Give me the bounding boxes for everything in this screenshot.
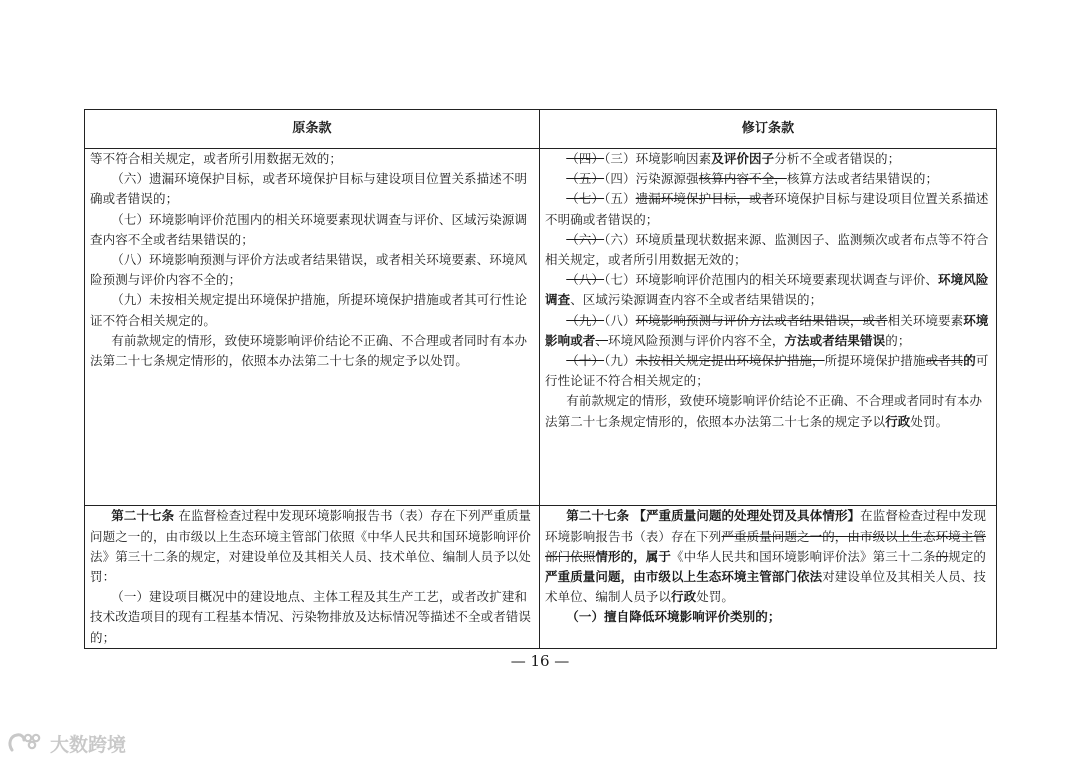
original-paragraph [90, 506, 533, 587]
deleted-text: 、 [595, 332, 609, 348]
deleted-text: 遗漏环境保护目标，或者 [635, 191, 775, 207]
deleted-text: （十） [566, 353, 605, 369]
deleted-text: （八） [566, 272, 605, 288]
deleted-text: （四） [566, 151, 605, 167]
comparison-table [84, 109, 997, 649]
table-header-row [85, 110, 997, 149]
deleted-text: 或者其 [925, 353, 964, 369]
added-text: （一）擅自降低环境影响评价类别的； [566, 609, 781, 625]
added-text: 及评价因子 [711, 151, 775, 167]
text-run: 环境影响因素 [635, 151, 712, 167]
added-text: 环境影响或者 [545, 312, 989, 348]
text-run: 污染源源强 [635, 171, 699, 187]
revised-paragraph [545, 149, 990, 169]
revised-paragraph [545, 169, 990, 189]
text-run: 处罚。 [696, 589, 735, 605]
watermark-text: 大数跨境 [50, 733, 127, 756]
revised-paragraph [545, 506, 990, 607]
inserted-number: （五） [604, 191, 636, 207]
text-run: 所提环境保护措施 [824, 353, 926, 369]
text-run: 核算方法或者结果错误的； [786, 171, 939, 187]
deleted-text: （九） [566, 312, 605, 328]
article-heading: 【严重质量问题的处理处罚及具体情形】 [633, 508, 861, 524]
text-run: 环境保护目标与建设项目位置关系描述不明确或者错误的； [545, 191, 989, 227]
deleted-text: （七） [566, 191, 605, 207]
added-text: 行政 [671, 589, 697, 605]
text-run: 环境影响评价范围内的相关环境要素现状调查与评价、 [635, 272, 939, 288]
added-text: 行政 [885, 413, 911, 429]
original-paragraph: （八）环境影响预测与评价方法或者结果错误，或者相关环境要素、环境风险预测与评价内容不全的； [90, 252, 528, 288]
revised-paragraph [545, 391, 990, 431]
original-paragraph: （一）建设项目概况中的建设地点、主体工程及其生产工艺，或者改扩建和技术改造项目的现有工程基本情况、污染物排放及达标情况等描述不全或者错误的； [90, 589, 532, 645]
inserted-number: （八） [604, 312, 636, 328]
text-run: 、区域污染源调查内容不全或者结果错误的； [570, 292, 823, 308]
added-text: 情形的，属于 [595, 548, 672, 564]
inserted-number: （三） [604, 151, 636, 167]
text-run: 对建设单位及其相关人员、技术单位、编制人员予以 [545, 569, 987, 605]
text-run: 在监督检查过程中发现环境影响报告书（表）存在下列严重质量问题之一的，由市级以上生态环境主管部门依照《中华人民共和国环境影响评价法》第三十二条的规定，对建设单位及其相关人员、技术单位、编制人员予以处罚： [90, 508, 532, 585]
text-run: 相关环境要素 [887, 312, 964, 328]
deleted-text: 严重质量问题之一的，由市级以上生态环境主管部门依照 [545, 528, 987, 564]
original-paragraph: （六）遗漏环境保护目标，或者环境保护目标与建设项目位置关系描述不明确或者错误的； [90, 171, 528, 207]
page-number: — 16 — [510, 652, 570, 670]
deleted-text: （五） [566, 171, 605, 187]
revised-paragraph [545, 189, 990, 229]
table-row [85, 506, 997, 649]
article-title: 第二十七条 [566, 508, 630, 524]
inserted-number: （四） [604, 171, 636, 187]
deleted-text: （六） [566, 231, 605, 247]
watermark-logo-icon [6, 730, 46, 756]
added-text: 严重质量问题，由市级以上生态环境主管部门依法 [545, 569, 823, 585]
text-run: 《中华人民共和国环境影响评价法》第三十二条 [671, 548, 936, 564]
text-run: 环境质量现状数据来源、监测因子、监测频次或者布点等不符合相关规定，或者所引用数据无效的； [545, 231, 989, 268]
text-run: 分析不全或者错误的； [774, 151, 901, 167]
original-cell [85, 506, 540, 649]
text-run: 可行性论证不符合相关规定的； [545, 353, 989, 389]
text-run: 的； [885, 332, 911, 348]
text-run: 在监督检查过程中发现环境影响报告书（表）存在下列 [545, 508, 987, 544]
original-cell [85, 149, 540, 506]
text-run: 规定的 [948, 548, 987, 564]
revised-paragraph [545, 270, 990, 310]
deleted-text: 的 [935, 548, 949, 564]
watermark [6, 725, 126, 761]
header-original: 原条款 [85, 110, 540, 149]
inserted-number: （六） [604, 231, 636, 247]
deleted-text: 核算内容不全， [698, 171, 787, 187]
revised-paragraph [545, 607, 990, 627]
text-run: 处罚。 [910, 413, 949, 429]
revised-cell [540, 149, 997, 506]
article-title: 第二十七条 [111, 508, 175, 524]
revised-paragraph [545, 311, 990, 351]
inserted-number: （七） [604, 272, 636, 288]
added-text: 环境风险调查 [545, 272, 989, 308]
added-text: 的 [963, 353, 976, 369]
revised-paragraph [545, 351, 990, 391]
inserted-number: （九） [604, 353, 636, 369]
original-paragraph: 有前款规定的情形，致使环境影响评价结论不正确、不合理或者同时有本办法第二十七条规定情形的，依照本办法第二十七条的规定予以处罚。 [90, 332, 528, 369]
deleted-text: 未按相关规定提出环境保护措施， [635, 353, 825, 369]
revised-cell [540, 506, 997, 649]
original-paragraph: （七）环境影响评价范围内的相关环境要素现状调查与评价、区域污染源调查内容不全或者结果错误的； [90, 211, 528, 247]
deleted-text: 环境影响预测与评价方法或者结果错误，或者 [635, 312, 888, 328]
table-row [85, 149, 997, 506]
text-run: 环境风险预测与评价内容不全， [608, 332, 785, 348]
original-paragraph: 等不符合相关规定，或者所引用数据无效的； [90, 151, 343, 167]
revised-paragraph [545, 230, 990, 270]
original-paragraph: （九）未按相关规定提出环境保护措施，所提环境保护措施或者其可行性论证不符合相关规定的。 [90, 292, 528, 328]
header-revised: 修订条款 [540, 110, 997, 149]
added-text: 方法或者结果错误 [784, 332, 886, 348]
text-run: 有前款规定的情形，致使环境影响评价结论不正确、不合理或者同时有本办法第二十七条规定情形的，依照本办法第二十七条的规定予以 [545, 393, 983, 429]
